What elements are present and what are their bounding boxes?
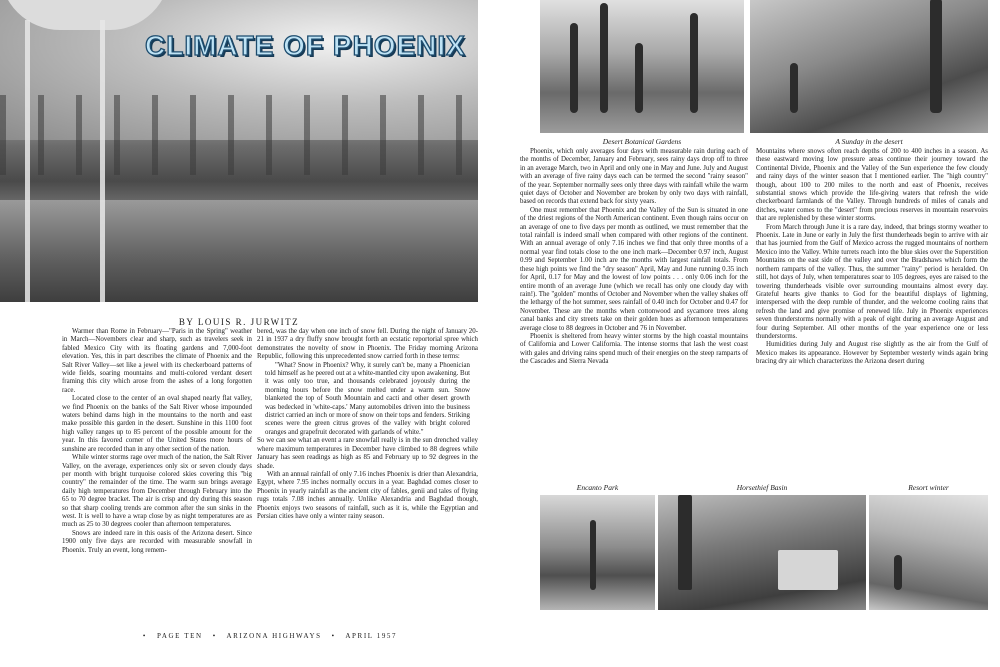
paragraph: Located close to the center of an oval shaped nearly flat valley, we find Phoenix on the banks of the Salt River whose impounded waters behind dams high in the mountains to the north and east make possible this garden in the desert. Sunshine in this 1100 foot high valley ranges up to 85 percent of the possible amount for the year. In this favored corner of the United States more hours of sunshine are recorded than in any other section of the nation. [62,395,252,453]
paragraph: With an annual rainfall of only 7.16 inches Phoenix is drier than Alexandria, Egypt, where 7.95 inches normally occurs in a year. Baghdad comes closer to Phoenix in yearly rainfall as the ancient city of fables, genii and tales of flying rugs totals 7.08 inches annually. Unlike Alexandria and Baghdad though, Phoenix enjoys two seasons of rainfall, such as it is, while the Egyptian and Persian cities have only a winter rainy season. [257,470,478,520]
photo-sunday-in-desert [750,0,988,133]
paragraph: Humidities during July and August rise slightly as the air from the Gulf of Mexico makes its appearance. However by September westerly winds again bring bracing dry air which characterizes the Arizona desert during [756,341,988,366]
footer-separator: • [331,632,336,640]
article-title: CLIMATE OF PHOENIX [145,30,466,61]
left-column-1 [62,328,252,555]
photo-horsethief-basin [658,495,866,610]
quote-paragraph: "What? Snow in Phoenix? Why, it surely can't be, many a Phoenician told himself as he peered out at a white-mantled city upon awakening. But it was only too true, and thousands celebrated joyously during the morning hours before the snow melted under a warm sun. Snow blanketed the top of South Mountain and cacti and other desert growth was bedecked in 'white-caps.' Many automobiles driven into the business district carried an inch or more of snow on their tops and fenders. Striking scenes were the green citrus groves of the valley with bright colored oranges and grapefruit decorated with garlands of white." [265,361,470,436]
page-footer [62,632,478,640]
paragraph: One must remember that Phoenix and the Valley of the Sun is situated in one of the driest regions of the North American continent. Even though rains occur on an average of one to five days per month as outlined, we must remember that the total rainfall is indeed small when compared with other regions of the continent. With an annual average of only 7.16 inches we find that only three months of a normal year find totals close to the one inch mark—December 0.97 inch, August 0.99 and September 1.00 inch are the months with largest rainfall totals. From these high points we find the "dry season" April, May and June running 0.35 inch for April, 0.17 for May and the lowest of low points . . . only 0.06 inch for the entire month of an average June (which we recall has only one cloudy day with rain!). The "golden" months of October and November when the valley shakes off the lethargy of the hot summer, sees rainfall of 0.40 inch for October and 0.47 for November. These are the months when cottonwood and sycamore trees along canal banks and city streets take on their golden hues as afternoon temperatures average close to 88 degrees in October and 76 in November. [520,206,748,332]
footer-date: APRIL 1957 [345,632,398,640]
byline: BY LOUIS R. JURWITZ [178,317,300,327]
left-page [0,0,490,667]
paragraph: Warmer than Rome in February—"Paris in the Spring" weather in March—Novembers clear and sharp, such as travelers seek in fabled Mexico City with its floating gardens and 7,000-foot elevation. Yes, this in part describes the climate of Phoenix and the Salt River Valley—set like a jewel with its checkerboard patterns of wide fields, soaring mountains and multi-colored verdant desert framing this city which arose from the ashes of a long forgotten race. [62,328,252,394]
paragraph: Phoenix is sheltered from heavy winter storms by the high coastal mountains of California and Lower California. The intense storms that lash the west coast with gales and driving rains spend much of their energies on the steep ramparts of the Cascades and Sierra Nevada [520,332,748,366]
paragraph: While winter storms rage over much of the nation, the Salt River Valley, on the average, experiences only six or seven cloudy days per month with bright turquoise colored skies covering this "big country" the remainder of the time. The warm sun brings average daily high temperatures from December through February into the 65 to 70 degree bracket. The air is crisp and dry during this season so that sharp cooling trends are common after the sun sinks in the west. It is well to have a wrap close by as night temperatures are as much as 25 to 30 degrees cooler than afternoon temperatures. [62,454,252,529]
footer-separator: • [142,632,147,640]
left-column-2 [257,328,478,521]
caption-bottom-middle: Horsethief Basin [736,483,788,492]
paragraph: Mountains where snows often reach depths of 200 to 400 inches in a season. As these eastward moving low pressure areas continue their journey toward the Continental Divide, Phoenix and the Valley of the Sun experience the few cloudy and rainy days of the winter season that I mentioned earlier. The "high country" though, about 100 to 200 miles to the north and east of Phoenix, receives substantial snows which provide the life-giving waters that refresh the wide checkerboard farmlands of the Valley. Through hundreds of miles of canals and ditches, water comes to the "desert" from precious reserves in mountain reservoirs that are replenished by these winter storms. [756,148,988,223]
footer-page: PAGE TEN [156,632,203,640]
paragraph: bered, was the day when one inch of snow fell. During the night of January 20-21 in 1937 a dry fluffy snow brought forth an ecstatic reportorial spree which demonstrates the novelty of snow in Phoenix. The Friday morning Arizona Republic, following this unprecedented snow carried forth in these terms: [257,328,478,361]
right-column-1 [520,148,748,367]
caption-bottom-right: Resort winter [908,483,949,492]
footer-magazine: ARIZONA HIGHWAYS [226,632,322,640]
footer-separator: • [212,632,217,640]
photo-resort-winter [869,495,988,610]
paragraph: From March through June it is a rare day, indeed, that brings stormy weather to Phoenix. Late in June or early in July the first thunderheads begin to arrive with air that has journied from the Gulf of Mexico across the rugged mountains of northern Mexico into the Valley. White turrets reach into the blue skies over the Superstition Mountains on the east side of the valley and over the Bradshaws which form the northern ramparts of the valley. Thus, the summer "rainy" period is heralded. On still, hot days of July, when temperatures soar to 105 degrees, eyes are raised to the towering thunderheads visible over surrounding mountains almost every day. Grateful hearts give thanks to God for the beautiful displays of lightning, interspersed with the deep rumble of thunder, and the welcome cooling rains that refresh the land and give promise of renewed life. July in Phoenix experiences seven thunderstorms normally with a peak of eight during an average August and four during September. All other months of the year experience one or less thunderstorms. [756,223,988,340]
caption-bottom-left: Encanto Park [576,483,619,492]
caption-top-left: Desert Botanical Gardens [602,137,682,146]
right-column-2 [756,148,988,367]
photo-desert-botanical-gardens [540,0,744,133]
page-gutter [490,0,510,667]
caption-top-right: A Sunday in the desert [835,137,903,146]
right-page [510,0,1000,667]
paragraph: Snows are indeed rare in this oasis of the Arizona desert. Since 1900 only five days are recorded with measurable snowfall in Phoenix. Truly an event, long remem- [62,529,252,554]
paragraph: Phoenix, which only averages four days with measurable rain during each of the months of December, January and February, sees rainy days drop off to three in an average March, two in April and only one in May and June. July and August with an average of five rainy days each can be termed the second "rainy season" of the year. September normally sees only three days with rainfall while the warm quiet days of October and November are broken by only two days with rainfall, based on records that extend back for sixty years. [520,148,748,206]
photo-encanto-park [540,495,655,610]
paragraph: So we can see what an event a rare snowfall really is in the sun drenched valley where maximum temperatures in December have climbed to 88 degrees while January has seen readings as high as 85 and February up to 92 degrees in the shade. [257,437,478,470]
